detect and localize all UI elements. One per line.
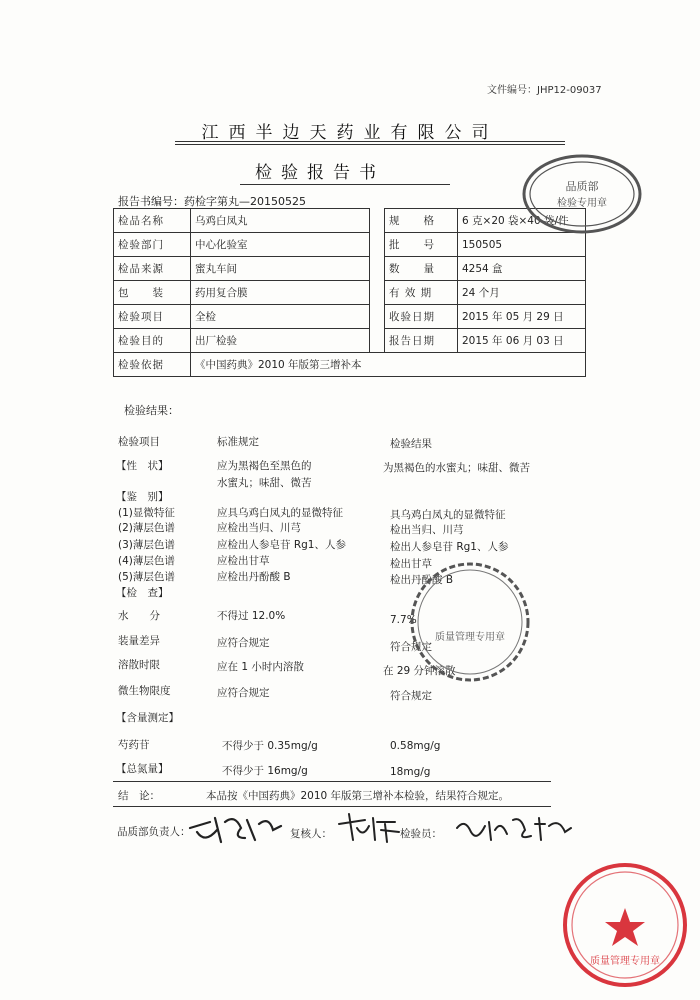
reviewer-signature [335, 810, 405, 846]
hanliang-result: 0.58mg/g [390, 740, 441, 752]
jianbie-item: (2)薄层色谱 [118, 522, 175, 534]
svg-text:质量管理专用章: 质量管理专用章 [590, 956, 660, 967]
info-value: 蜜丸车间 [191, 257, 370, 281]
info-label: 检品来源 [114, 257, 191, 281]
jiancha-result: 符合规定 [390, 690, 432, 702]
quality-management-stamp [408, 560, 533, 685]
svg-text:检验专用章: 检验专用章 [557, 198, 607, 209]
document-number: 文件编号：JHP12-09037 [487, 85, 602, 96]
info-row-basis [114, 353, 586, 377]
jianbie-standard: 应检出人参皂苷 Rg1、人参 [217, 539, 346, 551]
report-number: 报告书编号：药检字第丸—20150525 [118, 195, 306, 208]
company-underline-2 [175, 144, 565, 145]
zongdan-item: 【总氮量】 [116, 763, 169, 775]
jiancha-result: 7.7% [390, 614, 417, 626]
jianbie-result: 检出甘草 [390, 558, 432, 570]
svg-text:品质部: 品质部 [565, 180, 599, 193]
zongdan-result: 18mg/g [390, 766, 431, 778]
jianbie-standard: 应具乌鸡白凤丸的显微特征 [217, 507, 343, 519]
info-label: 有 效 期 [385, 281, 458, 305]
report-title: 检验报告书 [255, 163, 385, 183]
inspector-label: 检验员： [400, 828, 442, 840]
jianbie-standard: 应检出当归、川芎 [217, 522, 301, 534]
hanliang-item: 芍药苷 [118, 739, 150, 751]
jiancha-standard: 应在 1 小时内溶散 [217, 661, 304, 673]
jiancha-item: 微生物限度 [118, 685, 171, 697]
header-result: 检验结果 [390, 438, 432, 450]
jiancha-label: 【检 查】 [116, 587, 169, 599]
jiancha-item: 水 分 [118, 610, 160, 622]
info-row [114, 305, 586, 329]
info-row [114, 329, 586, 353]
info-label: 包 装 [114, 281, 191, 305]
conclusion-label: 结 论： [118, 790, 160, 802]
jiancha-standard: 不得过 12.0% [217, 610, 286, 622]
info-value: 2015 年 05 月 29 日 [458, 305, 586, 329]
info-label: 批 号 [385, 233, 458, 257]
jianbie-item: (3)薄层色谱 [118, 539, 175, 551]
reviewer-label: 复核人： [290, 828, 332, 840]
inspector-signature [455, 812, 575, 846]
jianbie-item: (1)显微特征 [118, 507, 175, 519]
info-value: 6 克×20 袋×40 袋/件 [458, 209, 586, 233]
info-label: 数 量 [385, 257, 458, 281]
jiancha-result: 在 29 分钟溶散 [383, 665, 456, 677]
jianbie-result: 具乌鸡白凤丸的显微特征 [390, 509, 506, 521]
info-row [114, 233, 586, 257]
conclusion-text: 本品按《中国药典》2010 年版第三增补本检验，结果符合规定。 [206, 790, 510, 802]
jiancha-item: 溶散时限 [118, 659, 160, 671]
jiancha-standard: 应符合规定 [217, 687, 270, 699]
jianbie-result: 检出人参皂苷 Rg1、人参 [390, 541, 509, 553]
company-underline [175, 141, 565, 142]
title-underline [240, 184, 450, 185]
info-value: 出厂检验 [191, 329, 370, 353]
info-label: 检验项目 [114, 305, 191, 329]
jianbie-standard: 应检出甘草 [217, 555, 270, 567]
info-value: 全检 [191, 305, 370, 329]
xingzhuang-result: 为黑褐色的水蜜丸；味甜、微苦 [383, 462, 530, 474]
info-value: 150505 [458, 233, 586, 257]
info-table [113, 208, 586, 377]
hanliang-label: 【含量测定】 [116, 712, 179, 724]
info-value: 药用复合膜 [191, 281, 370, 305]
info-value: 中心化验室 [191, 233, 370, 257]
header-item: 检验项目 [118, 436, 160, 448]
divider [113, 806, 551, 807]
info-label: 检验目的 [114, 329, 191, 353]
jiancha-standard: 应符合规定 [217, 637, 270, 649]
head-signature [185, 808, 290, 848]
header-standard: 标准规定 [217, 436, 259, 448]
info-label: 报告日期 [385, 329, 458, 353]
info-label: 检验部门 [114, 233, 191, 257]
red-company-stamp [560, 860, 690, 990]
info-label: 检品名称 [114, 209, 191, 233]
svg-text:质量管理专用章: 质量管理专用章 [435, 632, 505, 643]
results-label: 检验结果： [124, 404, 179, 417]
basis-value: 《中国药典》2010 年版第三增补本 [191, 353, 586, 377]
info-label: 规 格 [385, 209, 458, 233]
info-value: 乌鸡白凤丸 [191, 209, 370, 233]
zongdan-standard: 不得少于 16mg/g [222, 765, 308, 777]
xingzhuang-label: 【性 状】 [116, 460, 169, 472]
jiancha-item: 装量差异 [118, 635, 160, 647]
divider [113, 781, 551, 782]
jiancha-result: 符合规定 [390, 641, 432, 653]
info-row [114, 281, 586, 305]
basis-label: 检验依据 [114, 353, 191, 377]
head-label: 品质部负责人： [117, 826, 191, 838]
jianbie-label: 【鉴 别】 [116, 491, 169, 503]
jianbie-result: 检出丹酚酸 B [390, 574, 454, 586]
info-value: 2015 年 06 月 03 日 [458, 329, 586, 353]
quality-dept-stamp [520, 152, 644, 236]
xingzhuang-standard-2: 水蜜丸；味甜、微苦 [217, 477, 312, 489]
info-value: 4254 盒 [458, 257, 586, 281]
jianbie-item: (5)薄层色谱 [118, 571, 175, 583]
info-label: 收验日期 [385, 305, 458, 329]
company-name: 江西半边天药业有限公司 [201, 123, 499, 143]
xingzhuang-standard-1: 应为黑褐色至黑色的 [217, 460, 312, 472]
info-row [114, 257, 586, 281]
jianbie-standard: 应检出丹酚酸 B [217, 571, 291, 583]
info-row [114, 209, 586, 233]
info-value: 24 个月 [458, 281, 586, 305]
hanliang-standard: 不得少于 0.35mg/g [222, 740, 318, 752]
jianbie-item: (4)薄层色谱 [118, 555, 175, 567]
jianbie-result: 检出当归、川芎 [390, 524, 464, 536]
